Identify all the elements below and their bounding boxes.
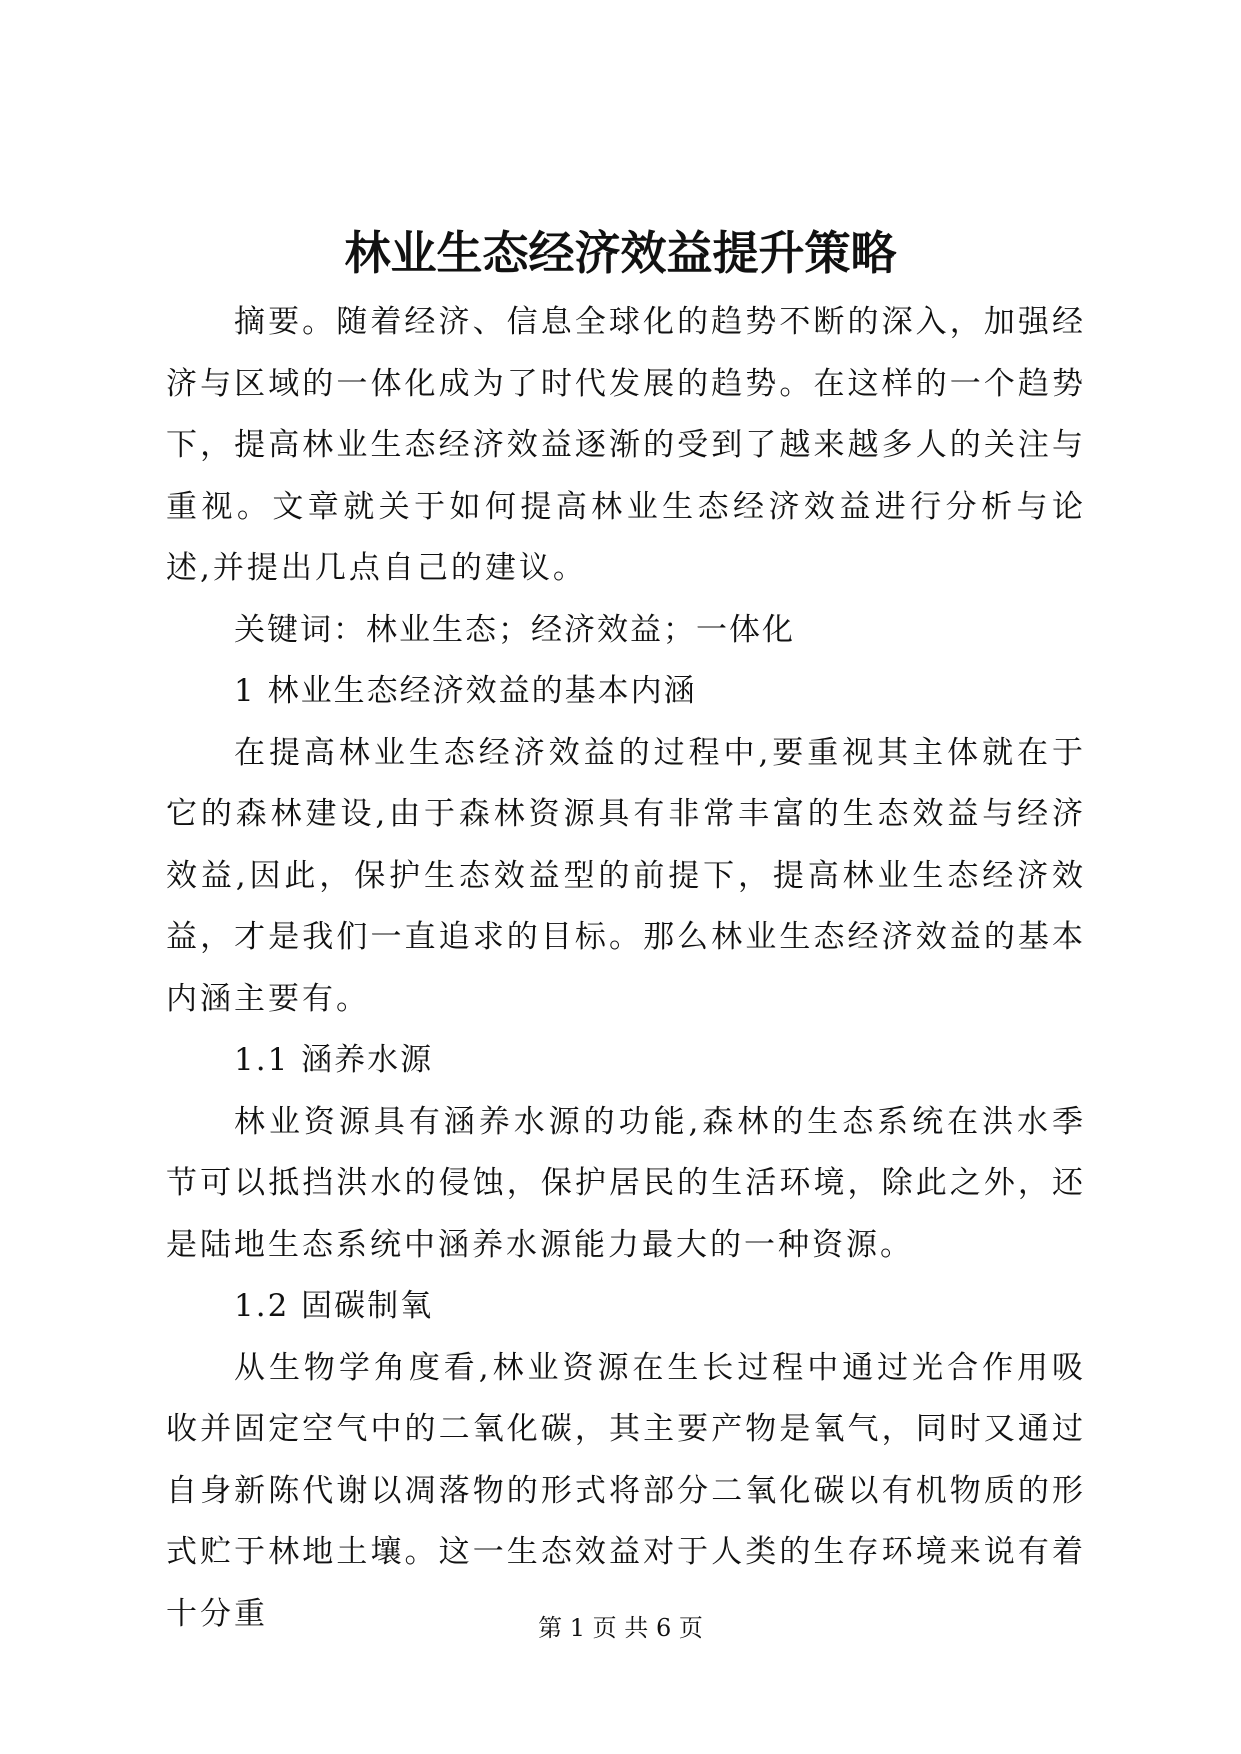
section-1-1-heading: 1.1 涵养水源 bbox=[234, 1042, 434, 1078]
section-1-paragraph: 在提高林业生态经济效益的过程中,要重视其主体就在于它的森林建设,由于森林资源具有非常丰富的生态效益与经济效益,因此，保护生态效益型的前提下，提高林业生态经济效益，才是我们一直追求的目标。那么林业生态经济效益的基本内涵主要有。 bbox=[166, 734, 1086, 1017]
section-1-2-paragraph: 从生物学角度看,林业资源在生长过程中通过光合作用吸收并固定空气中的二氧化碳，其主要产物是氧气，同时又通过自身新陈代谢以凋落物的形式将部分二氧化碳以有机物质的形式贮于林地土壤。这一生态效益对于人类的生存环境来说有着十分重 bbox=[166, 1349, 1086, 1632]
document-body bbox=[166, 292, 1086, 1645]
section-1-heading: 1 林业生态经济效益的基本内涵 bbox=[234, 673, 697, 709]
section-1-1-paragraph: 林业资源具有涵养水源的功能,森林的生态系统在洪水季节可以抵挡洪水的侵蚀，保护居民的生活环境，除此之外，还是陆地生态系统中涵养水源能力最大的一种资源。 bbox=[166, 1103, 1086, 1263]
page-footer: 第 1 页 共 6 页 bbox=[538, 1614, 703, 1642]
section-1-2-heading: 1.2 固碳制氧 bbox=[234, 1288, 434, 1324]
keywords-line: 关键词：林业生态；经济效益；一体化 bbox=[234, 611, 795, 648]
document-title: 林业生态经济效益提升策略 bbox=[344, 226, 897, 280]
abstract-paragraph: 摘要。随着经济、信息全球化的趋势不断的深入，加强经济与区域的一体化成为了时代发展的趋势。在这样的一个趋势下，提高林业生态经济效益逐渐的受到了越来越多人的关注与重视。文章就关于如何提高林业生态经济效益进行分析与论述,并提出几点自己的建议。 bbox=[166, 304, 1086, 586]
